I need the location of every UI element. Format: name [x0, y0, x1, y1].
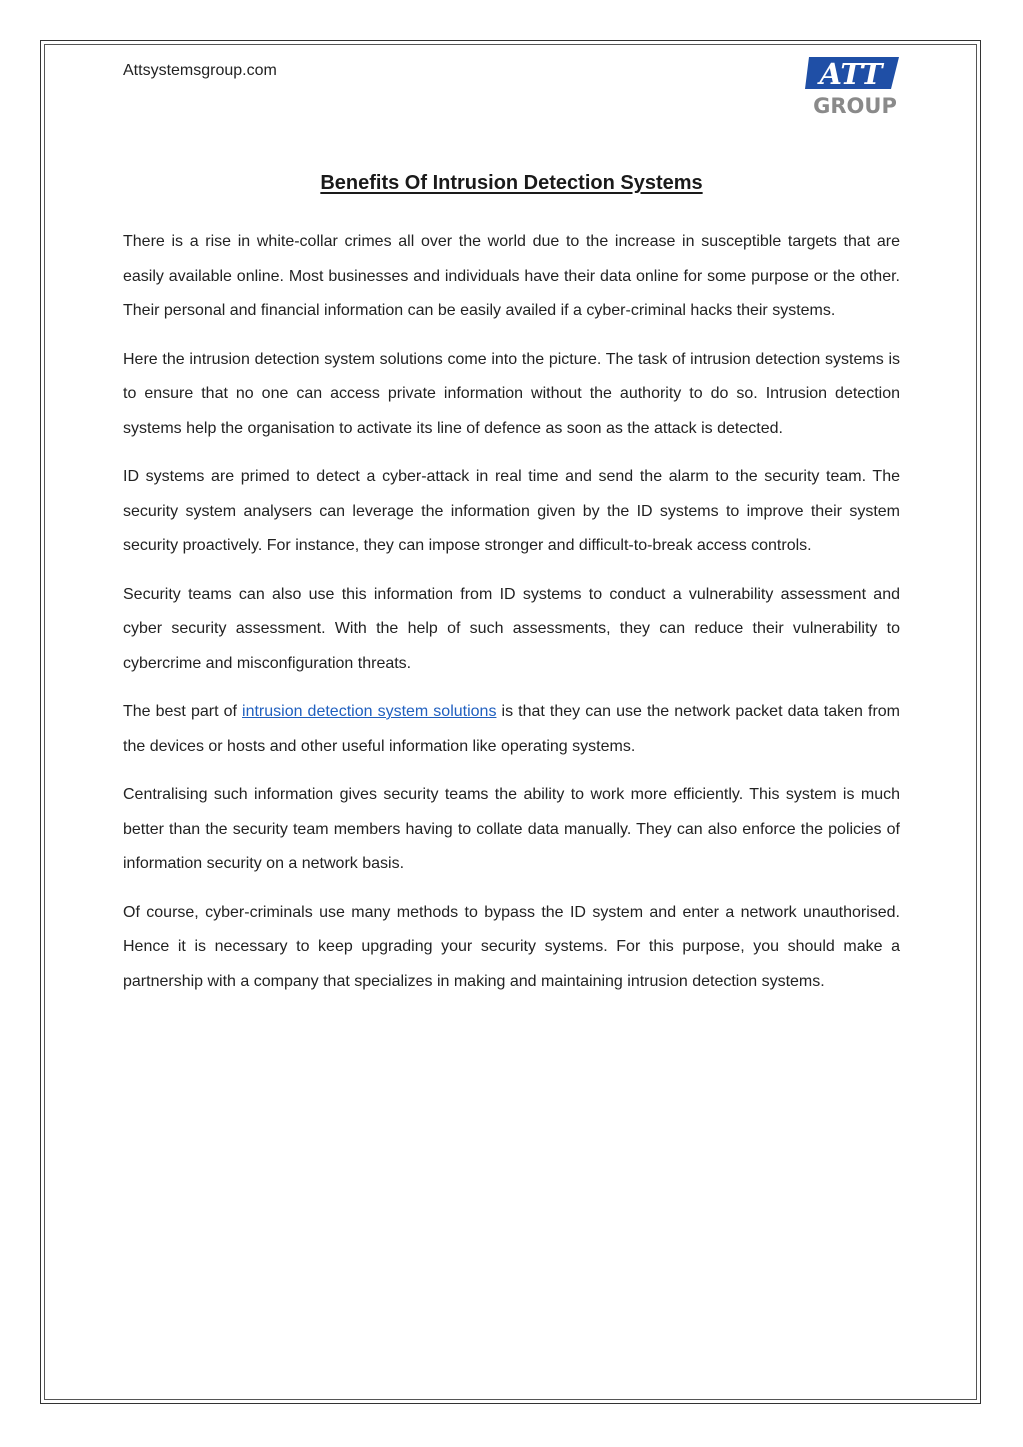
intrusion-detection-link[interactable]: intrusion detection system solutions — [242, 703, 497, 720]
article-body — [123, 225, 900, 1013]
link-paragraph-before: The best part of — [123, 703, 243, 720]
paragraph: Here the intrusion detection system solutions come into the picture. The task of intrusion detection systems is to ensure that no one can access private information without the authority to do so. Intrusion detection systems help the organisation to activate its line of defence as soon as the attack is detected. — [123, 350, 900, 437]
paragraph: Of course, cyber-criminals use many methods to bypass the ID system and enter a network unauthorised. Hence it is necessary to keep upgrading your security systems. For this purpose, you should make a partnership with a company that specializes in making and maintaining intrusion detection systems. — [123, 903, 900, 990]
logo-top-text: ATT — [819, 57, 883, 91]
logo-bottom-text: GROUP — [813, 94, 897, 117]
site-name: Attsystemsgroup.com — [123, 62, 277, 79]
link-paragraph-after: is that they can use the network packet data taken from the devices or hosts and other useful information like operating systems. — [123, 703, 900, 755]
att-logo-icon — [805, 55, 901, 117]
page-title: Benefits Of Intrusion Detection Systems — [320, 172, 703, 194]
paragraph: There is a rise in white-collar crimes all over the world due to the increase in susceptible targets that are easily available online. Most businesses and individuals have their data online for some purpose or the other. Their personal and financial information can be easily availed if a cyber-criminal hacks their systems. — [123, 233, 900, 319]
paragraph: ID systems are primed to detect a cyber-attack in real time and send the alarm to the security team. The security system analysers can leverage the information given by the ID systems to improve their system security proactively. For instance, they can impose stronger and difficult-to-break access controls. — [123, 468, 900, 554]
att-group-logo — [805, 55, 901, 117]
paragraph-with-link — [123, 695, 900, 764]
paragraph: Security teams can also use this information from ID systems to conduct a vulnerability assessment and cyber security assessment. With the help of such assessments, they can reduce their vulnerability to cybercrime and misconfiguration threats. — [123, 585, 900, 672]
paragraph: Centralising such information gives security teams the ability to work more efficiently. This system is much better than the security team members having to collate data manually. They can also enforce the policies of information security on a network basis. — [123, 786, 900, 872]
